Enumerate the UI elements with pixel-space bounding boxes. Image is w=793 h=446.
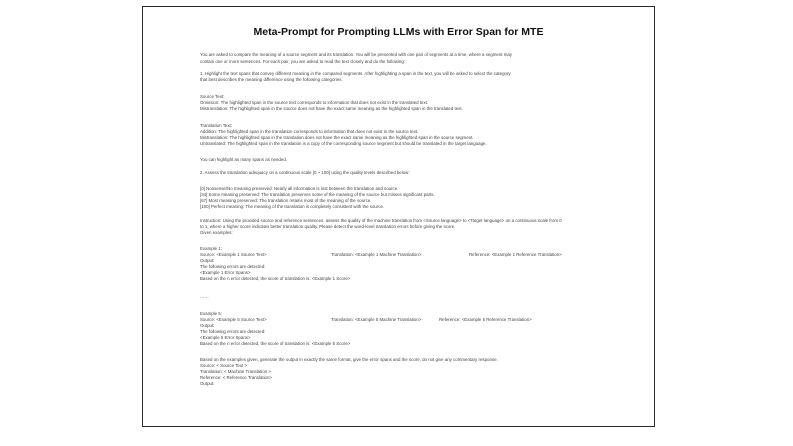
source-mistranslation: Mistranslation: The highlighted span in the source does not have the exact same meaning as the highlighted span in the translated text. [200, 106, 463, 111]
example1-title: Example 1: [200, 246, 222, 251]
step1-line-1: 1. Highlight the text spans that convey different meaning in the compared segments. After highlighting a span in the text, you will be asked to select the category [200, 71, 511, 76]
given-examples-label: Given examples: [200, 230, 233, 235]
example1-translation: Translation: <Example 1 Machine Translation> [331, 252, 422, 257]
final-instruction: Based on the examples given, generate the output in exactly the same format, give the error spans and the score, do not give any commentary response. [200, 357, 498, 362]
translation-untranslated: Untranslated: The highlighted span in the translation is a copy of the corresponding source segment but should be translated in the target language. [200, 141, 487, 146]
example5-reference: Reference: <Example 5 Reference Translation> [439, 317, 532, 322]
translation-text-heading: Translation Text: [200, 123, 232, 128]
level-100: [100] Perfect meaning: The meaning of the translation is completely consistent with the source. [200, 204, 385, 209]
example1-score: Based on the n error detected, the score of translation is: <Example 1 Score> [200, 276, 351, 281]
level-34: [34] Some meaning preserved: The translation preserves some of the meaning of the source but misses significant parts. [200, 192, 435, 197]
ellipsis: …… [200, 294, 209, 299]
step1-line-2: that best describes the meaning difference using the following categories: [200, 77, 343, 82]
translation-addition: Addition: The highlighted span in the translation corresponds to information that does not exist in the source text. [200, 129, 419, 134]
example1-errors-label: The following errors are detected: [200, 264, 266, 269]
example5-errors-label: The following errors are detected: [200, 329, 266, 334]
final-reference: Reference: < Reference Translation> [200, 375, 272, 380]
example1-output: Output: [200, 258, 215, 263]
level-67: [67] Most meaning preserved: The translation retains most of the meaning of the source. [200, 198, 372, 203]
example5-source: Source: <Example 5 Source Text> [200, 317, 267, 322]
example5-output: Output: [200, 323, 215, 328]
example1-error-spans: <Example 1 Error Spans> [200, 270, 251, 275]
intro-line-2: contain one or more sentences. For each pair, you are asked to read the text closely and do the following: [200, 59, 406, 64]
final-source: Source: < Source Text > [200, 363, 248, 368]
final-output: Output: [200, 381, 215, 386]
document-page [142, 6, 655, 427]
example5-error-spans: <Example 5 Error Spans> [200, 335, 251, 340]
translation-mistranslation: Mistranslation: The highlighted span in the translation does not have the exact same meaning as the highlighted span in the source segment. [200, 135, 474, 140]
example1-source: Source: <Example 1 Source Text> [200, 252, 267, 257]
example1-reference: Reference: <Example 1 Reference Translation> [469, 252, 562, 257]
level-0: [0] Nonsense/No meaning preserved: Nearly all information is lost between the translation and source. [200, 186, 399, 191]
instruction-line-1: Instruction: Using the provided source and reference sentences, assess the quality of the machine translation from <Source language> to <Target language> on a continuous scale from 0 [200, 218, 562, 223]
highlight-note: You can highlight as many spans as needed. [200, 157, 287, 162]
page-title: Meta-Prompt for Prompting LLMs with Error Span for MTE [253, 26, 544, 38]
example5-score: Based on the n error detected, the score of translation is: <Example 5 Score> [200, 341, 351, 346]
source-omission: Omission: The highlighted span in the source text corresponds to information that does not exist in the translated text. [200, 100, 429, 105]
example5-title: Example 5: [200, 311, 222, 316]
source-text-heading: Source Text: [200, 94, 225, 99]
step2-line: 2. Assess the translation adequacy on a continuous scale [0 ~ 100] using the quality levels described below: [200, 170, 410, 175]
example5-translation: Translation: <Example 5 Machine Translation> [331, 317, 422, 322]
intro-line-1: You are asked to compare the meaning of a source segment and its translation. You will be presented with one pair of segments at a time, where a segment may [200, 52, 512, 57]
instruction-line-2: to 1, where a higher score indicates better translation quality. Please detect the word-level translation errors before giving the score. [200, 224, 456, 229]
final-translation: Translation: < Machine Translation > [200, 369, 271, 374]
